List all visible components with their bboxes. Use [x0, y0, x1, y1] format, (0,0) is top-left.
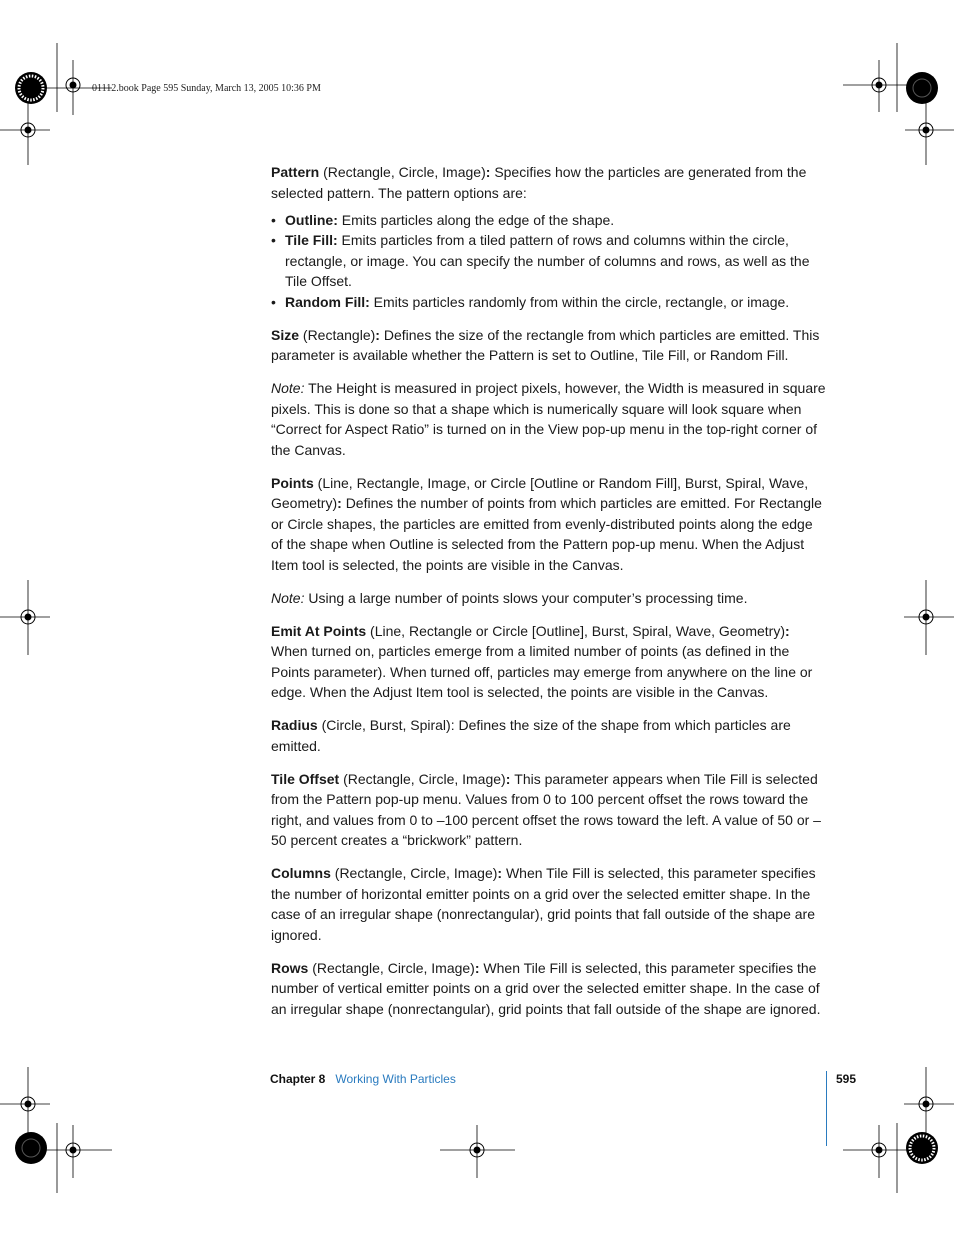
option-term: Random Fill: — [285, 293, 370, 310]
page-body — [271, 162, 827, 1032]
pattern-paragraph — [271, 162, 827, 203]
starburst-mark-icon — [15, 72, 47, 104]
tile-offset-paragraph — [271, 769, 827, 851]
separator: : — [505, 770, 515, 787]
note-label: Note: — [271, 589, 305, 606]
qualifier: (Line, Rectangle or Circle [Outline], Burst, Spiral, Wave, Geometry) — [366, 622, 786, 639]
qualifier: (Rectangle, Circle, Image) — [339, 770, 506, 787]
term: Size — [271, 326, 300, 343]
separator: : — [485, 164, 495, 180]
note-body: The Height is measured in project pixels, however, the Width is measured in square pixels. This is done so that a shape which is numerically square will look square when “Correct for Aspect Ratio” is turned on in the View pop-up menu in the top-right corner of the Canvas. — [271, 380, 826, 458]
printer-info-line: 01112.book Page 595 Sunday, March 13, 2005 10:36 PM — [92, 83, 321, 94]
list-item — [271, 292, 827, 313]
note-paragraph — [271, 588, 827, 609]
footer-rule — [826, 1071, 827, 1146]
starburst-mark-icon — [906, 1132, 938, 1164]
term: Columns — [271, 865, 331, 881]
list-item — [271, 210, 827, 231]
separator: : — [450, 717, 459, 733]
qualifier: (Rectangle, Circle, Image) — [330, 865, 498, 881]
qualifier: (Rectangle) — [299, 326, 376, 343]
definition: When Tile Fill is selected, this parameter specifies the number of horizontal emitter points on a grid over the selected emitter shape. In the case of an irregular shape (nonrectangular), grid points that fall outside of the shape are ignored. — [271, 865, 816, 943]
option-body: Emits particles randomly from within the circle, rectangle, or image. — [369, 293, 790, 310]
starburst-mark-icon — [15, 1132, 47, 1164]
note-paragraph — [271, 378, 827, 460]
separator: : — [497, 865, 506, 881]
page-number: 595 — [836, 1072, 857, 1086]
option-body: Emits particles along the edge of the shape. — [337, 211, 615, 228]
definition: This parameter appears when Tile Fill is selected from the Pattern pop-up menu. Values from 0 to 100 percent offset the rows toward the right, and values from 0 to –100 percent offset the rows toward the left. A value of 50 or –50 percent creates a “brickwork” pattern. — [271, 770, 821, 848]
term: Radius — [271, 717, 318, 733]
definition: Defines the number of points from which particles are emitted. For Rectangle or Circle shapes, the particles are emitted from evenly-distributed points along the edge of the shape when Outline is selected from the Pattern pop-up menu. When the Adjust Item tool is selected, the points are visible in the Canvas. — [271, 495, 822, 573]
note-label: Note: — [271, 380, 305, 396]
term: Points — [271, 474, 314, 491]
separator: : — [337, 495, 346, 511]
qualifier: (Rectangle, Circle, Image) — [308, 959, 475, 976]
definition: When Tile Fill is selected, this parameter specifies the number of vertical emitter points on a grid over the selected emitter shape. In the case of an irregular shape (nonrectangular), grid points that fall outside of the shape are ignored. — [271, 959, 821, 1017]
columns-paragraph — [271, 863, 827, 945]
separator: : — [474, 959, 484, 976]
option-body: Emits particles from a tiled pattern of rows and columns within the circle, rectangle, or image. You can specify the number of columns and rows, as well as the Tile Offset. — [285, 232, 810, 289]
qualifier: (Circle, Burst, Spiral) — [317, 717, 451, 733]
qualifier: (Rectangle, Circle, Image) — [319, 164, 486, 180]
term: Emit At Points — [271, 622, 367, 639]
separator: : — [785, 622, 790, 639]
qualifier: (Line, Rectangle, Image, or Circle [Outline or Random Fill], Burst, Spiral, Wave, Geometry) — [271, 474, 809, 511]
pattern-options-list — [271, 210, 827, 313]
definition: When turned on, particles emerge from a limited number of points (as defined in the Points parameter). When turned off, particles may emerge from anywhere on the line or edge. When the Adjust Item tool is selected, the points are visible in the Canvas. — [271, 643, 813, 700]
page-footer — [270, 1072, 857, 1092]
chapter-label: Chapter 8 — [270, 1072, 326, 1086]
rows-paragraph — [271, 958, 827, 1020]
definition: Defines the size of the rectangle from which particles are emitted. This parameter is available whether the Pattern is set to Outline, Tile Fill, or Random Fill. — [271, 326, 820, 363]
definition: Defines the size of the shape from which particles are emitted. — [271, 717, 791, 754]
option-term: Outline: — [285, 211, 338, 228]
size-paragraph — [271, 325, 827, 366]
emit-at-points-paragraph — [271, 621, 827, 703]
starburst-mark-icon — [906, 72, 938, 104]
note-body: Using a large number of points slows your computer’s processing time. — [304, 589, 748, 606]
definition: Specifies how the particles are generated from the selected pattern. The pattern options are: — [271, 164, 807, 201]
term: Tile Offset — [271, 770, 340, 787]
radius-paragraph — [271, 715, 827, 756]
option-term: Tile Fill: — [285, 232, 338, 248]
term: Rows — [271, 959, 309, 976]
points-paragraph — [271, 473, 827, 576]
term: Pattern — [271, 164, 320, 180]
list-item — [271, 230, 827, 292]
chapter-title: Working With Particles — [335, 1072, 456, 1086]
separator: : — [375, 326, 384, 343]
